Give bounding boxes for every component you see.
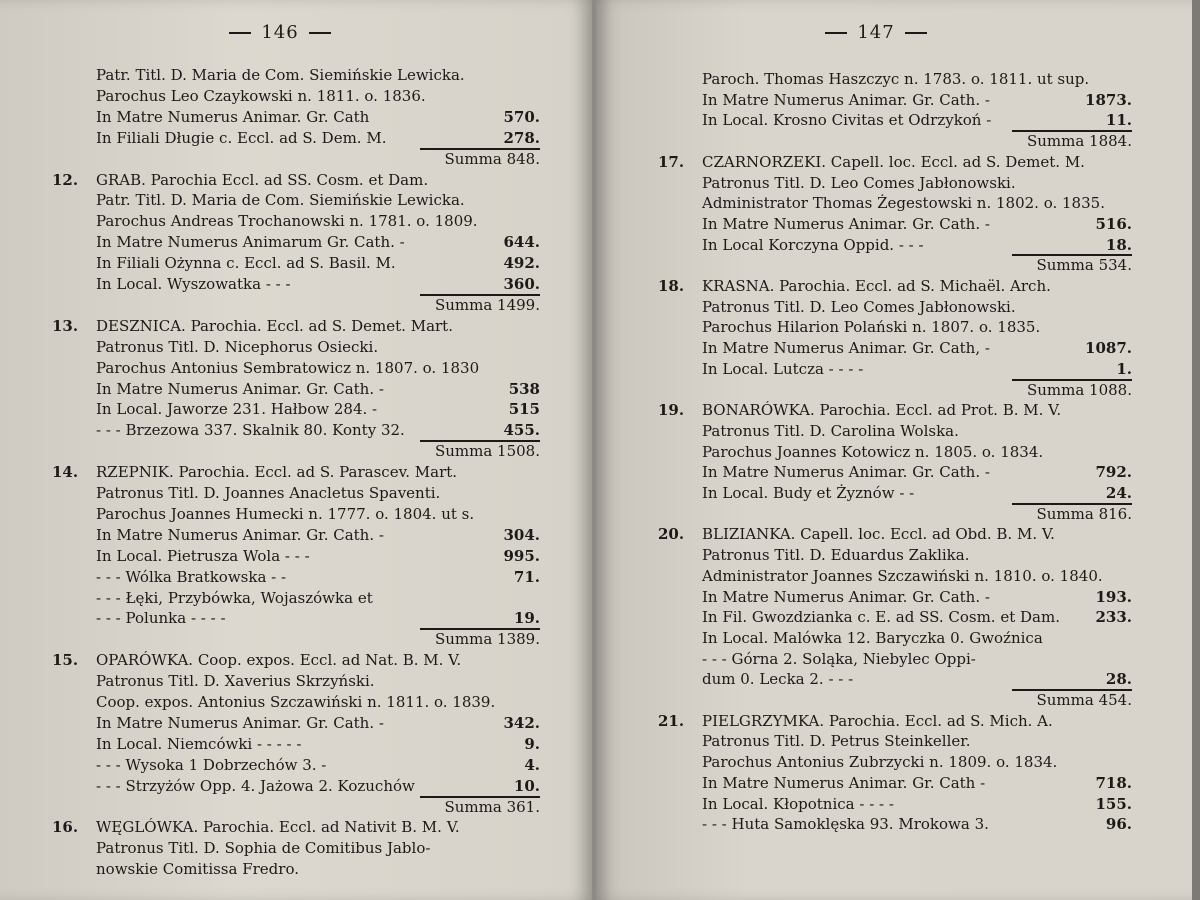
entry-heading-line — [96, 818, 540, 838]
entry-line — [96, 735, 540, 755]
line-text: In Matre Numerus Animar. Gr. Cath. - — [702, 90, 990, 109]
line-text: Patronus Titl. D. Leo Comes Jabłonowski. — [702, 297, 1016, 316]
line-text: Patronus Titl. D. Nicephorus Osiecki. — [96, 337, 379, 356]
entry-line — [702, 70, 1132, 90]
line-text: Parochus Antonius Zubrzycki n. 1809. o. 1834. — [702, 753, 1058, 772]
entry-line — [96, 254, 540, 274]
entry-line — [96, 129, 540, 149]
line-text: Patronus Titl. D. Eduardus Zaklika. — [702, 546, 970, 565]
line-text: Paroch. Thomas Haszczyc n. 1783. o. 1811. ut sup. — [702, 70, 1090, 88]
line-text: In Local Korczyna Oppid. - - - — [702, 235, 924, 254]
line-text: In Fil. Gwozdzianka c. E. ad SS. Cosm. et Dam. — [702, 608, 1060, 627]
line-text: In Filiali Długie c. Eccl. ad S. Dem. M. — [96, 128, 387, 147]
line-value: 19. — [513, 609, 540, 628]
entry-number: 12. — [52, 170, 79, 189]
entry-line — [96, 589, 540, 609]
line-text: In Filiali Ożynna c. Eccl. ad S. Basil. M. — [96, 254, 396, 273]
entry-line — [702, 463, 1132, 483]
entry-number: 21. — [658, 711, 685, 730]
entry-heading-line — [96, 317, 540, 337]
summa-total: Summa 1088. — [1026, 380, 1132, 399]
entry-line — [702, 484, 1132, 504]
left-page — [0, 0, 592, 900]
summa-total: Summa 534. — [1036, 256, 1132, 275]
entry-line — [702, 91, 1132, 111]
line-text: Patronus Titl. D. Carolina Wolska. — [702, 421, 959, 440]
entry-number: 13. — [52, 316, 79, 335]
line-text: In Matre Numerus Animar. Gr. Cath — [96, 107, 370, 126]
entry-heading-line — [96, 651, 540, 671]
line-text: Parochus Hilarion Polański n. 1807. o. 1835. — [702, 318, 1041, 337]
line-value: 455. — [503, 421, 540, 440]
entry-heading-line — [702, 153, 1132, 173]
line-text: BONARÓWKA. Parochia. Eccl. ad Prot. B. M. V. — [702, 401, 1062, 420]
line-text: In Matre Numerus Animarum Gr. Cath. - — [96, 233, 405, 252]
entry-number: 18. — [658, 277, 685, 295]
line-text: In Matre Numerus Animar. Gr. Cath. - — [702, 463, 990, 482]
line-text: DESZNICA. Parochia. Eccl. ad S. Demet. Mart. — [96, 316, 453, 335]
summa-total: Summa 454. — [1036, 691, 1132, 709]
line-text: RZEPNIK. Parochia. Eccl. ad S. Parascev. Mart. — [96, 463, 458, 482]
line-value: 155. — [1095, 794, 1132, 813]
entry-line — [702, 360, 1132, 380]
line-value: 4. — [524, 755, 540, 774]
line-value: 995. — [503, 546, 540, 565]
line-value: 9. — [524, 734, 540, 753]
summa-total: Summa 1499. — [434, 295, 540, 314]
line-text: In Local. Niemcówki - - - - - — [96, 734, 302, 753]
entry-line — [702, 753, 1132, 773]
line-value: 278. — [503, 128, 540, 147]
line-text: In Local. Lutcza - - - - — [702, 359, 864, 378]
line-text: OPARÓWKA. Coop. expos. Eccl. ad Nat. B. M. V. — [96, 651, 462, 670]
entry-line — [702, 174, 1132, 194]
line-text: Patr. Titl. D. Maria de Com. Siemińskie Lewicka. — [96, 66, 465, 84]
line-text: - - - Łęki, Przybówka, Wojaszówka et — [96, 588, 373, 607]
entry-line — [96, 839, 540, 859]
entry-number: 14. — [52, 463, 79, 482]
entry-line — [96, 400, 540, 420]
dash-ornament — [825, 32, 847, 34]
entry-heading-line — [702, 277, 1132, 297]
line-text: In Local. Krosno Civitas et Odrzykoń - — [702, 111, 992, 130]
entry-line — [96, 380, 540, 400]
entry-line — [96, 756, 540, 776]
line-text: In Matre Numerus Animar. Gr. Cath. - — [96, 713, 384, 732]
line-text: KRASNA. Parochia. Eccl. ad S. Michaël. Arch. — [702, 277, 1051, 295]
line-text: In Local. Kłopotnica - - - - — [702, 794, 894, 813]
entry-line — [96, 212, 540, 232]
line-text: Parochus Leo Czaykowski n. 1811. o. 1836. — [96, 86, 426, 105]
entry-heading-line — [96, 171, 540, 191]
line-text: nowskie Comitissa Fredro. — [96, 860, 299, 879]
line-value: 10. — [513, 776, 540, 795]
line-text: Patr. Titl. D. Maria de Com. Siemińskie Lewicka. — [96, 191, 465, 210]
entry-number: 19. — [658, 401, 685, 420]
line-text: In Matre Numerus Animar. Gr. Cath. - — [96, 525, 384, 544]
entry-line — [96, 609, 540, 629]
summa-total: Summa 1884. — [1026, 132, 1132, 151]
right-page — [596, 0, 1192, 900]
line-text: Administrator Joannes Szczawiński n. 1810. o. 1840. — [702, 566, 1103, 585]
line-text: Patronus Titl. D. Petrus Steinkeller. — [702, 732, 971, 751]
entry-line — [96, 777, 540, 797]
entry-number: 15. — [52, 651, 79, 670]
entry-line — [96, 233, 540, 253]
right-page-number: 147 — [776, 22, 976, 43]
entry-line — [702, 215, 1132, 235]
line-value: 516. — [1095, 214, 1132, 233]
line-value: 538 — [508, 379, 540, 398]
entry-line — [702, 111, 1132, 131]
entry-line — [702, 650, 1132, 670]
entry-line — [702, 588, 1132, 608]
left-page-number: 146 — [180, 22, 380, 43]
line-text: - - - Huta Samoklęska 93. Mrokowa 3. — [702, 815, 989, 834]
entry-line — [702, 815, 1132, 835]
entry-line — [702, 236, 1132, 256]
line-value: 1873. — [1085, 90, 1132, 109]
entry-line — [96, 568, 540, 588]
entry-line — [702, 546, 1132, 566]
line-text: WĘGLÓWKA. Parochia. Eccl. ad Nativit B. M. V. — [96, 818, 460, 837]
line-text: In Matre Numerus Animar. Gr. Cath. - — [702, 587, 990, 606]
entry-line — [702, 339, 1132, 359]
line-text: - - - Górna 2. Soląka, Niebylec Oppi- — [702, 649, 976, 668]
book-edge — [1192, 0, 1200, 900]
entry-line — [702, 608, 1132, 628]
entry-heading-line — [702, 401, 1132, 421]
line-text: In Local. Jaworze 231. Hałbow 284. - — [96, 400, 378, 419]
entry-line — [96, 547, 540, 567]
line-text: dum 0. Lecka 2. - - - — [702, 670, 854, 689]
entry-line — [96, 526, 540, 546]
entry-line — [702, 629, 1132, 649]
entry-line — [702, 443, 1132, 463]
entry-line — [702, 670, 1132, 690]
line-value: 1087. — [1085, 339, 1132, 358]
line-text: In Local. Malówka 12. Baryczka 0. Gwoźnica — [702, 628, 1043, 647]
line-text: - - - Wysoka 1 Dobrzechów 3. - — [96, 755, 327, 774]
entry-heading-line — [702, 525, 1132, 545]
entry-line — [96, 693, 540, 713]
line-value: 644. — [503, 233, 540, 252]
entry-line — [96, 275, 540, 295]
line-value: 71. — [513, 567, 540, 586]
line-text: - - - Wólka Bratkowska - - — [96, 567, 287, 586]
entry-number: 17. — [658, 152, 685, 171]
entry-line — [96, 359, 540, 379]
entry-line — [96, 66, 540, 86]
line-text: - - - Strzyżów Opp. 4. Jażowa 2. Kozuchów — [96, 776, 415, 795]
line-text: GRAB. Parochia Eccl. ad SS. Cosm. et Dam. — [96, 170, 429, 189]
summa-total: Summa 848. — [444, 149, 540, 168]
entry-number: 20. — [658, 525, 685, 544]
entry-line — [702, 422, 1132, 442]
line-text: In Local. Wyszowatka - - - — [96, 275, 291, 293]
entry-line — [96, 108, 540, 128]
line-value: 28. — [1105, 670, 1132, 689]
entry-heading-line — [702, 712, 1132, 732]
line-text: In Local. Budy et Żyznów - - — [702, 484, 915, 502]
line-text: Parochus Joannes Humecki n. 1777. o. 1804. ut s. — [96, 504, 475, 523]
entry-line — [96, 860, 540, 880]
entry-line — [702, 795, 1132, 815]
line-text: BLIZIANKA. Capell. loc. Eccl. ad Obd. B. M. V. — [702, 525, 1055, 544]
line-text: In Matre Numerus Animar. Gr. Cath, - — [702, 339, 990, 358]
summa-total: Summa 361. — [444, 797, 540, 816]
entry-line — [96, 505, 540, 525]
line-value: 342. — [503, 713, 540, 732]
entry-line — [96, 484, 540, 504]
line-text: Coop. expos. Antonius Szczawiński n. 1811. o. 1839. — [96, 693, 496, 711]
entry-heading-line — [96, 463, 540, 483]
line-value: 492. — [503, 254, 540, 273]
line-text: Patronus Titl. D. Sophia de Comitibus Jablo- — [96, 839, 431, 858]
line-value: 515 — [508, 400, 540, 419]
entry-line — [96, 714, 540, 734]
line-text: In Matre Numerus Animar. Gr. Cath. - — [96, 379, 384, 398]
summa-total: Summa 816. — [1036, 504, 1132, 523]
line-value: 718. — [1095, 773, 1132, 792]
line-text: Parochus Joannes Kotowicz n. 1805. o. 1834. — [702, 442, 1044, 461]
entry-line — [96, 87, 540, 107]
line-text: In Matre Numerus Animar. Gr. Cath. - — [702, 214, 990, 233]
dash-ornament — [905, 32, 927, 34]
line-value: 360. — [503, 275, 540, 293]
line-text: CZARNORZEKI. Capell. loc. Eccl. ad S. Demet. M. — [702, 152, 1085, 171]
line-text: Administrator Thomas Żegestowski n. 1802. o. 1835. — [702, 194, 1105, 213]
line-text: Parochus Andreas Trochanowski n. 1781. o. 1809. — [96, 212, 478, 231]
dash-ornament — [229, 32, 251, 34]
entry-line — [702, 567, 1132, 587]
line-value: 11. — [1105, 111, 1132, 130]
line-value: 792. — [1095, 463, 1132, 482]
entry-line — [702, 194, 1132, 214]
line-text: PIELGRZYMKA. Parochia. Eccl. ad S. Mich. A. — [702, 711, 1053, 730]
line-text: Parochus Antonius Sembratowicz n. 1807. o. 1830 — [96, 358, 480, 377]
entry-line — [702, 318, 1132, 338]
line-value: 233. — [1095, 608, 1132, 627]
dash-ornament — [309, 32, 331, 34]
line-value: 1. — [1116, 359, 1132, 378]
summa-total: Summa 1389. — [434, 630, 540, 649]
entry-line — [702, 774, 1132, 794]
line-text: - - - Brzezowa 337. Skalnik 80. Konty 32. — [96, 421, 405, 440]
line-text: In Matre Numerus Animar. Gr. Cath - — [702, 773, 986, 792]
line-value: 193. — [1095, 587, 1132, 606]
line-text: Patronus Titl. D. Joannes Anacletus Spaventi. — [96, 484, 441, 502]
line-value: 96. — [1105, 815, 1132, 834]
line-text: - - - Polunka - - - - — [96, 609, 226, 628]
line-value: 304. — [503, 525, 540, 544]
entry-line — [702, 298, 1132, 318]
line-text: Patronus Titl. D. Xaverius Skrzyński. — [96, 672, 375, 691]
entry-line — [96, 672, 540, 692]
entry-number: 16. — [52, 818, 79, 837]
entry-line — [96, 191, 540, 211]
line-text: In Local. Pietrusza Wola - - - — [96, 546, 310, 565]
line-text: Patronus Titl. D. Leo Comes Jabłonowski. — [702, 173, 1016, 192]
summa-total: Summa 1508. — [434, 442, 540, 461]
entry-line — [702, 732, 1132, 752]
line-value: 18. — [1105, 235, 1132, 254]
entry-line — [96, 338, 540, 358]
line-value: 570. — [503, 107, 540, 126]
entry-line — [96, 421, 540, 441]
line-value: 24. — [1105, 484, 1132, 502]
